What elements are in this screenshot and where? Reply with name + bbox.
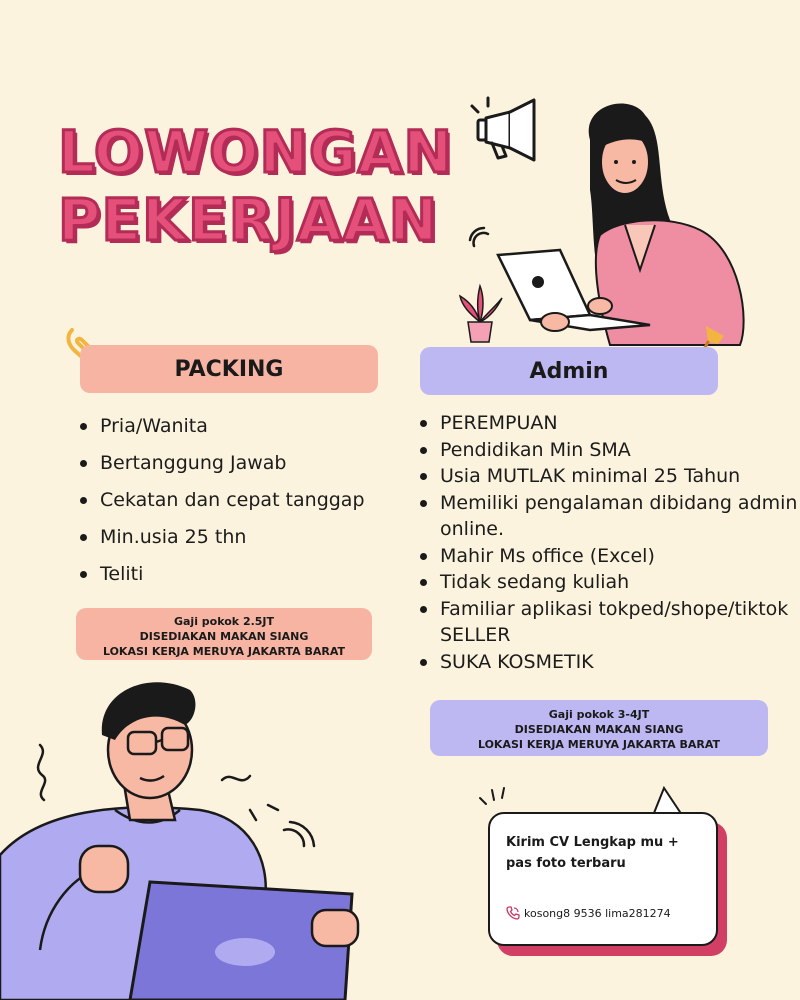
contact-phone bbox=[506, 906, 671, 920]
salary-line: LOKASI KERJA MERUYA JAKARTA BARAT bbox=[477, 738, 721, 751]
wifi-signal-icon bbox=[468, 226, 498, 256]
list-item bbox=[418, 596, 800, 649]
packing-requirements-list bbox=[78, 408, 398, 593]
admin-header: Admin bbox=[420, 347, 718, 395]
packing-header: PACKING bbox=[80, 345, 378, 393]
salary-line: LOKASI KERJA MERUYA JAKARTA BARAT bbox=[102, 645, 346, 658]
list-item-line: online. bbox=[440, 518, 504, 540]
list-item-line: Memiliki pengalaman dibidang admin bbox=[440, 491, 798, 514]
list-item: Pendidikan Min SMA bbox=[418, 437, 800, 464]
list-item-line: SELLER bbox=[440, 624, 511, 646]
list-item: Pria/Wanita bbox=[78, 408, 398, 445]
page-title bbox=[58, 118, 453, 254]
sparkle-marks bbox=[478, 786, 508, 812]
salary-line: DISEDIAKAN MAKAN SIANG bbox=[514, 723, 684, 736]
packing-salary-box bbox=[76, 608, 372, 660]
man-with-laptop-illustration bbox=[0, 670, 380, 1000]
phone-number: kosong8 9536 lima281274 bbox=[524, 906, 671, 920]
list-item: Min.usia 25 thn bbox=[78, 519, 398, 556]
salary-line: Gaji pokok 3-4JT bbox=[548, 708, 650, 721]
salary-line: Gaji pokok 2.5JT bbox=[173, 615, 275, 628]
list-item-line: Familiar aplikasi tokped/shope/tiktok bbox=[440, 597, 789, 620]
list-item: Bertanggung Jawab bbox=[78, 445, 398, 482]
title-line-2: PEKERJAAN bbox=[58, 186, 439, 254]
contact-instructions: Kirim CV Lengkap mu + pas foto terbaru bbox=[506, 835, 679, 871]
list-item: Cekatan dan cepat tanggap bbox=[78, 482, 398, 519]
list-item: Mahir Ms office (Excel) bbox=[418, 543, 800, 570]
title-line-1: LOWONGAN bbox=[58, 118, 454, 186]
phone-icon bbox=[506, 906, 520, 920]
contact-card bbox=[488, 812, 718, 946]
salary-line: DISEDIAKAN MAKAN SIANG bbox=[139, 630, 309, 643]
admin-requirements-list bbox=[418, 410, 800, 675]
list-item: SUKA KOSMETIK bbox=[418, 649, 800, 676]
admin-salary-box bbox=[430, 700, 768, 756]
list-item: PEREMPUAN bbox=[418, 410, 800, 437]
list-item bbox=[418, 490, 800, 543]
list-item: Tidak sedang kuliah bbox=[418, 569, 800, 596]
plant-icon bbox=[456, 282, 504, 344]
list-item: Usia MUTLAK minimal 25 Tahun bbox=[418, 463, 800, 490]
list-item: Teliti bbox=[78, 556, 398, 593]
